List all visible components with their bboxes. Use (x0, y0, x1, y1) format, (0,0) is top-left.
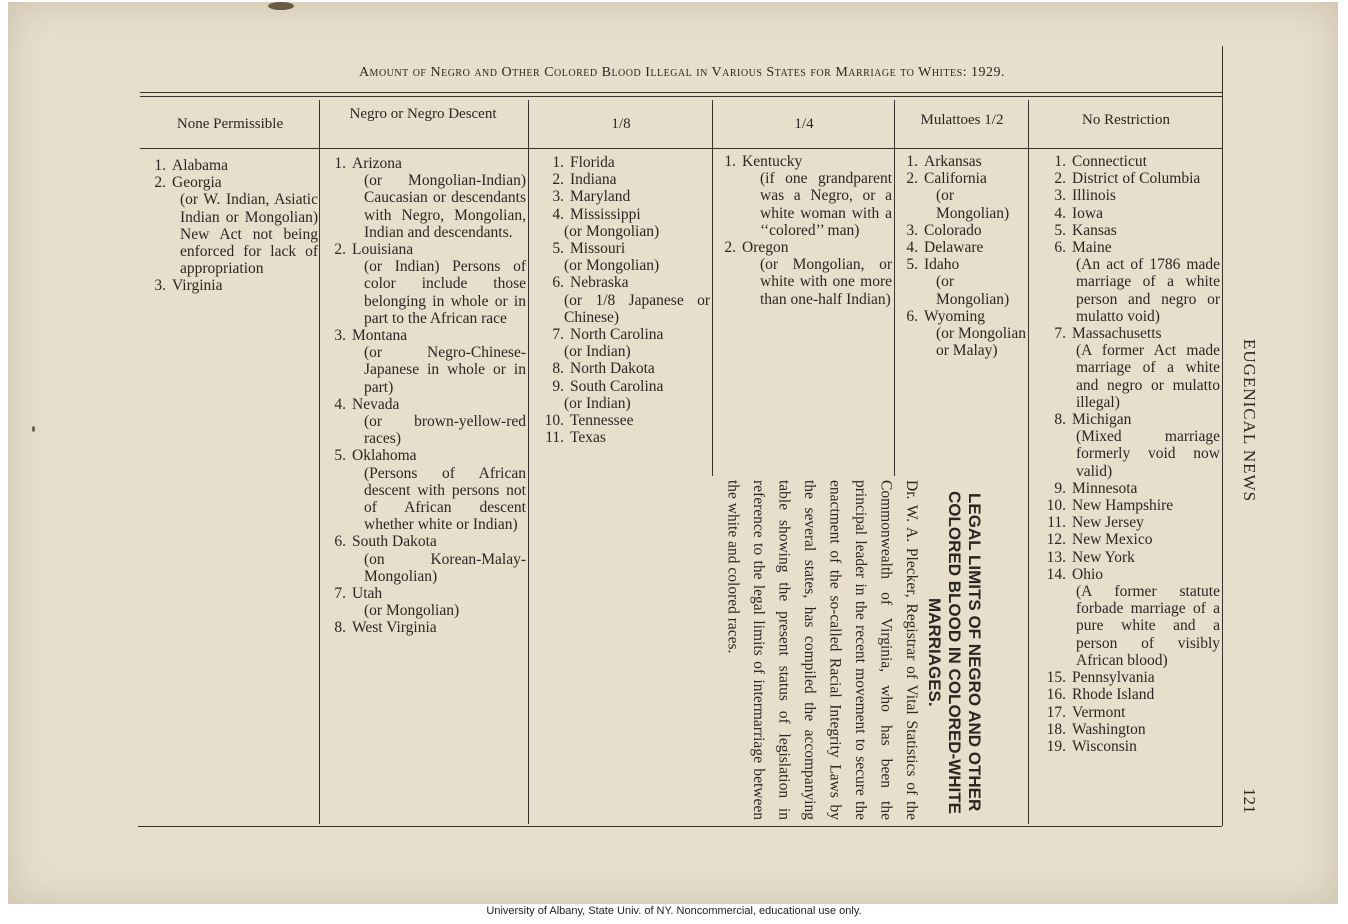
table-row (1030, 549, 1220, 566)
table-row (1030, 325, 1220, 411)
item-number: 1. (1054, 153, 1066, 170)
list-negro-descent (320, 155, 526, 637)
column-header-no-restriction: No Restriction (1082, 112, 1170, 128)
state-name: New Mexico (1072, 531, 1153, 549)
table-row (320, 327, 526, 396)
ink-speck (32, 426, 35, 432)
state-name: North Carolina (570, 326, 664, 344)
item-number: 2. (906, 170, 918, 188)
item-number: 6. (1054, 239, 1066, 257)
table-row (1030, 239, 1220, 325)
state-name: District of Columbia (1072, 170, 1201, 188)
state-name: Pennsylvania (1072, 669, 1155, 687)
table-row (530, 206, 710, 240)
table-row (1030, 566, 1220, 669)
table-row (1030, 222, 1220, 239)
table-row (1030, 153, 1220, 170)
table-row (1030, 514, 1220, 531)
state-name: Missouri (570, 240, 626, 258)
table-row (1030, 497, 1220, 514)
archive-credit: University of Albany, State Univ. of NY. Noncommercial, educational use only. (486, 905, 862, 917)
item-number: 1. (906, 153, 918, 170)
table-row (530, 171, 710, 188)
item-number: 5. (1054, 221, 1066, 239)
state-note: (or Indian) (564, 343, 631, 361)
state-note: (or W. Indian, Asiatic Indian or Mongolian) New Act not being enforced for lack of appropriation (180, 191, 318, 278)
table-row (1030, 205, 1220, 222)
state-name: Indiana (570, 171, 617, 189)
item-number: 6. (906, 307, 918, 325)
item-number: 4. (1054, 204, 1066, 222)
state-note: (or Mongolian) (564, 222, 660, 240)
table-row (1030, 738, 1220, 755)
item-number: 15. (1046, 669, 1066, 687)
table-title: Amount of Negro and Other Colored Blood Illegal in Various States for Marriage to Whites: 1929. (358, 65, 1006, 80)
state-note: (or Indian) Persons of color include those belonging in whole or in part to the African race (364, 258, 526, 327)
table-row (714, 153, 892, 239)
state-name: Montana (352, 327, 408, 345)
table-row (530, 326, 710, 360)
state-name: North Dakota (570, 360, 655, 378)
item-number: 8. (334, 619, 346, 637)
state-name: West Virginia (352, 619, 437, 637)
state-name: Florida (570, 154, 615, 171)
table-row (530, 154, 710, 171)
state-name: Arkansas (924, 153, 982, 170)
item-number: 5. (552, 240, 564, 258)
item-number: 17. (1046, 703, 1066, 721)
state-name: Colorado (924, 221, 982, 239)
state-name: Michigan (1072, 411, 1132, 429)
column-header-one-quarter: 1/4 (794, 116, 814, 132)
table-row (530, 429, 710, 446)
table-row (1030, 170, 1220, 187)
state-note: (or Mongolian) (936, 273, 1010, 308)
item-number: 2. (334, 241, 346, 259)
margin-rule (1222, 46, 1223, 826)
state-note: (or Negro-Chinese-Japanese in whole or in part) (364, 344, 526, 396)
state-name: Mississippi (570, 205, 641, 223)
table-row (1030, 686, 1220, 703)
item-number: 6. (334, 533, 346, 551)
state-note: (or Mongolian) (364, 602, 460, 620)
item-number: 7. (334, 585, 346, 603)
state-name: Georgia (172, 174, 222, 192)
item-number: 1. (724, 153, 736, 170)
state-note: (or Mongolian or Malay) (936, 325, 1026, 360)
side-article-heading: LEGAL LIMITS OF NEGRO AND OTHER COLORED BLOOD IN COLORED-WHITE MARRIAGES. (925, 490, 984, 814)
state-name: Kentucky (742, 153, 803, 170)
item-number: 3. (906, 221, 918, 239)
title-rule (140, 92, 1222, 93)
state-name: Delaware (924, 239, 984, 257)
table-row (896, 256, 1026, 308)
state-name: Virginia (172, 277, 223, 295)
column-divider (1028, 100, 1029, 824)
item-number: 3. (1054, 187, 1066, 205)
state-name: Maryland (570, 188, 631, 206)
item-number: 14. (1046, 565, 1066, 583)
column-header-none-permissible: None Permissible (176, 116, 284, 132)
table-row (714, 239, 892, 308)
state-note: (or Indian) (564, 394, 631, 412)
journal-name: EUGENICAL NEWS (1240, 339, 1259, 503)
table-row (1030, 411, 1220, 480)
item-number: 19. (1046, 737, 1066, 755)
state-name: Kansas (1072, 221, 1117, 239)
state-name: Oregon (742, 239, 789, 257)
item-number: 6. (552, 274, 564, 292)
journal-page (8, 2, 1338, 904)
table-row (530, 188, 710, 205)
item-number: 2. (552, 171, 564, 189)
item-number: 9. (552, 377, 564, 395)
table-row (530, 274, 710, 326)
state-note: (Mixed marriage formerly void now valid) (1076, 428, 1220, 480)
item-number: 1. (552, 154, 564, 171)
table-row (320, 241, 526, 327)
item-number: 1. (154, 157, 166, 174)
item-number: 3. (154, 277, 166, 295)
table-row (530, 412, 710, 429)
table-row (320, 619, 526, 636)
state-note: (Persons of African descent with persons not of African descent whether white or Indian) (364, 464, 526, 534)
state-name: Tennessee (570, 412, 634, 430)
state-note: (or Mongolian) (564, 257, 660, 275)
state-name: Idaho (924, 256, 960, 274)
table-row (530, 240, 710, 274)
state-name: Ohio (1072, 565, 1103, 583)
state-name: Wisconsin (1072, 737, 1137, 755)
header-rule (140, 148, 1222, 149)
item-number: 2. (1054, 170, 1066, 188)
item-number: 4. (906, 239, 918, 257)
column-divider (894, 100, 895, 476)
state-note: (or 1/8 Japanese or Chinese) (564, 291, 710, 326)
table-row (140, 277, 318, 294)
table-row (896, 153, 1026, 170)
table-row (896, 222, 1026, 239)
table-row (530, 378, 710, 412)
column-header-one-eighth: 1/8 (611, 116, 631, 132)
bottom-rule (138, 826, 1222, 827)
item-number: 5. (334, 447, 346, 465)
list-mulattoes (896, 153, 1026, 359)
table-row (1030, 187, 1220, 204)
table-row (320, 585, 526, 619)
state-name: Massachusetts (1072, 325, 1162, 343)
state-note: (An act of 1786 made marriage of a white person and negro or mulatto void) (1076, 256, 1220, 325)
state-name: New Hampshire (1072, 497, 1174, 515)
state-name: New York (1072, 548, 1135, 566)
state-name: Illinois (1072, 187, 1116, 205)
item-number: 13. (1046, 548, 1066, 566)
item-number: 2. (724, 239, 736, 257)
item-number: 12. (1046, 531, 1066, 549)
ink-smudge (268, 2, 294, 10)
state-name: Maine (1072, 239, 1112, 257)
item-number: 8. (552, 360, 564, 378)
column-header-mulattoes: Mulattoes 1/2 (920, 112, 1004, 128)
item-number: 7. (1054, 325, 1066, 343)
table-row (320, 396, 526, 448)
list-no-restriction (1030, 153, 1220, 755)
state-name: Oklahoma (352, 447, 417, 465)
state-name: Wyoming (924, 307, 986, 325)
table-row (140, 174, 318, 277)
item-number: 11. (545, 429, 564, 447)
state-name: California (924, 170, 987, 188)
item-number: 7. (552, 326, 564, 344)
state-name: Louisiana (352, 241, 414, 259)
table-row (530, 360, 710, 377)
table-row (896, 239, 1026, 256)
item-number: 9. (1054, 479, 1066, 497)
state-note: (or Mongolian, or white with one more than one-half Indian) (760, 256, 892, 308)
state-name: Texas (570, 429, 606, 447)
table-row (1030, 721, 1220, 738)
column-divider (528, 100, 529, 824)
state-name: South Carolina (570, 377, 664, 395)
state-name: Arizona (352, 155, 402, 172)
page-number: 121 (1240, 788, 1259, 814)
state-name: Connecticut (1072, 153, 1147, 170)
item-number: 3. (334, 327, 346, 345)
item-number: 4. (552, 205, 564, 223)
item-number: 10. (1046, 497, 1066, 515)
table-row (320, 533, 526, 585)
item-number: 16. (1046, 686, 1066, 704)
state-name: Minnesota (1072, 479, 1138, 497)
state-name: Nebraska (570, 274, 629, 292)
state-note: (A former Act made marriage of a white and negro or mulatto illegal) (1076, 342, 1220, 411)
table-row (320, 447, 526, 533)
table-row (1030, 480, 1220, 497)
state-name: South Dakota (352, 533, 437, 551)
state-note: (or Mongolian-Indian) Caucasian or descendants with Negro, Mongolian, Indian and descendants. (364, 172, 526, 241)
state-name: New Jersey (1072, 514, 1144, 532)
list-one-eighth (530, 154, 710, 446)
column-divider (712, 100, 713, 476)
table-row (1030, 704, 1220, 721)
table-row (320, 155, 526, 241)
item-number: 8. (1054, 411, 1066, 429)
state-name: Iowa (1072, 204, 1103, 222)
item-number: 4. (334, 395, 346, 413)
table-row (896, 170, 1026, 222)
item-number: 11. (1047, 514, 1066, 532)
table-row (1030, 669, 1220, 686)
item-number: 3. (552, 188, 564, 206)
list-one-quarter (714, 153, 892, 308)
title-rule-double (140, 96, 1222, 97)
state-note: (on Korean-Malay-Mongolian) (364, 550, 526, 585)
side-article-body: Dr. W. A. Plecker, Registrar of Vital Statistics of the Commonwealth of Virginia, who has been the principal leader in the recent movement to secure the enactment of the so-called Racial Integrity Laws by the several states, has compiled the accompanying table showing the present status of legislation in reference to the legal limits of intermarriage between the white and colored races. (724, 480, 920, 820)
table-row (896, 308, 1026, 360)
item-number: 2. (154, 174, 166, 192)
state-name: Rhode Island (1072, 686, 1155, 704)
table-row (140, 157, 318, 174)
item-number: 18. (1046, 720, 1066, 738)
state-note: (if one grandparent was a Negro, or a white woman with a ‘‘colored’’ man) (760, 170, 892, 239)
item-number: 5. (906, 256, 918, 274)
table-row (1030, 531, 1220, 548)
list-none-permissible (140, 157, 318, 295)
state-name: Alabama (172, 157, 228, 174)
column-header-negro-descent: Negro or Negro Descent (349, 106, 497, 122)
item-number: 10. (544, 412, 564, 430)
item-number: 1. (334, 155, 346, 172)
state-note: (or Mongolian) (936, 187, 1010, 222)
state-note: (A former statute forbade marriage of a pure white and a person of visibly African blood) (1076, 583, 1220, 669)
state-name: Nevada (352, 395, 400, 413)
state-note: (or brown-yellow-red races) (364, 413, 526, 448)
state-name: Vermont (1072, 703, 1126, 721)
state-name: Utah (352, 585, 383, 603)
state-name: Washington (1072, 720, 1146, 738)
